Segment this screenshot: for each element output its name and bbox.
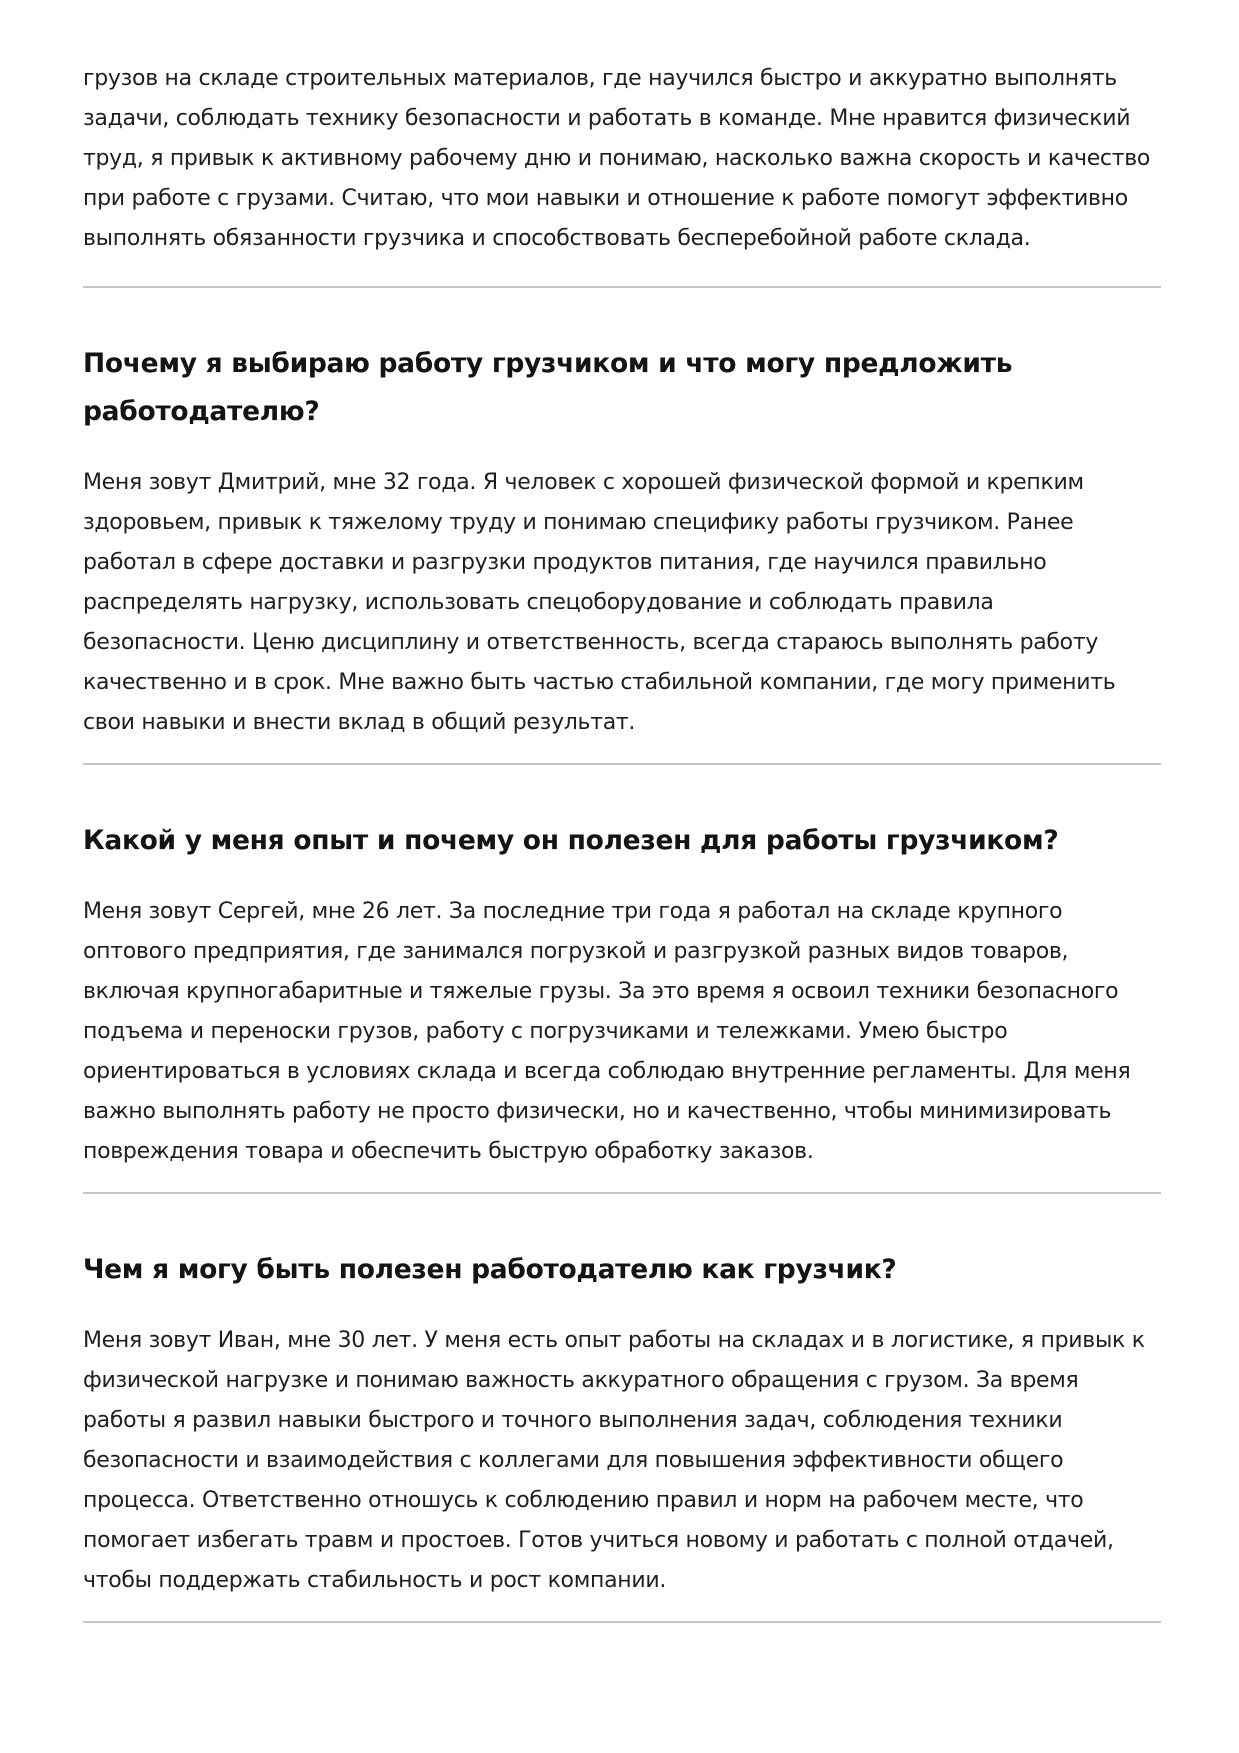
section-usefulness [83,1194,1161,1623]
section-paragraph: Меня зовут Иван, мне 30 лет. У меня есть опыт работы на складах и в логистике, я привык к физической нагрузке и понимаю важность аккуратного обращения с грузом. За время работы я развил навыки быстрого и точного выполнения задач, соблюдения техники безопасности и взаимодействия с коллегами для повышения эффективности общего процесса. Ответственно отношусь к соблюдению правил и норм на рабочем месте, что помогает избегать травм и простоев. Готов учиться новому и работать с полной отдачей, чтобы поддержать стабильность и рост компании. [83,1328,1145,1593]
section-why-loader [83,288,1161,765]
section-title: Почему я выбираю работу грузчиком и что могу предложить работодателю? [83,348,1013,427]
intro-paragraph: грузов на складе строительных материалов, где научился быстро и аккуратно выполнять задачи, соблюдать технику безопасности и работать в команде. Мне нравится физический труд, я привык к активному рабочему дню и понимаю, насколько важна скорость и качество при работе с грузами. Считаю, что мои навыки и отношение к работе помогут эффективно выполнять обязанности грузчика и способствовать бесперебойной работе склада. [83,66,1151,251]
section-experience [83,765,1161,1194]
section-title: Какой у меня опыт и почему он полезен для работы грузчиком? [83,825,1059,856]
section-divider [83,1621,1161,1623]
section-paragraph: Меня зовут Дмитрий, мне 32 года. Я человек с хорошей физической формой и крепким здоровьем, привык к тяжелому труду и понимаю специфику работы грузчиком. Ранее работал в сфере доставки и разгрузки продуктов питания, где научился правильно распределять нагрузку, использовать спецоборудование и соблюдать правила безопасности. Ценю дисциплину и ответственность, всегда стараюсь выполнять работу качественно и в срок. Мне важно быть частью стабильной компании, где могу применить свои навыки и внести вклад в общий результат. [83,470,1116,735]
section-paragraph: Меня зовут Сергей, мне 26 лет. За последние три года я работал на складе крупного оптового предприятия, где занимался погрузкой и разгрузкой разных видов товаров, включая крупногабаритные и тяжелые грузы. За это время я освоил техники безопасного подъема и переноски грузов, работу с погрузчиками и тележками. Умею быстро ориентироваться в условиях склада и всегда соблюдаю внутренние регламенты. Для меня важно выполнять работу не просто физически, но и качественно, чтобы минимизировать повреждения товара и обеспечить быструю обработку заказов. [83,899,1131,1164]
section-title: Чем я могу быть полезен работодателю как грузчик? [83,1254,897,1285]
